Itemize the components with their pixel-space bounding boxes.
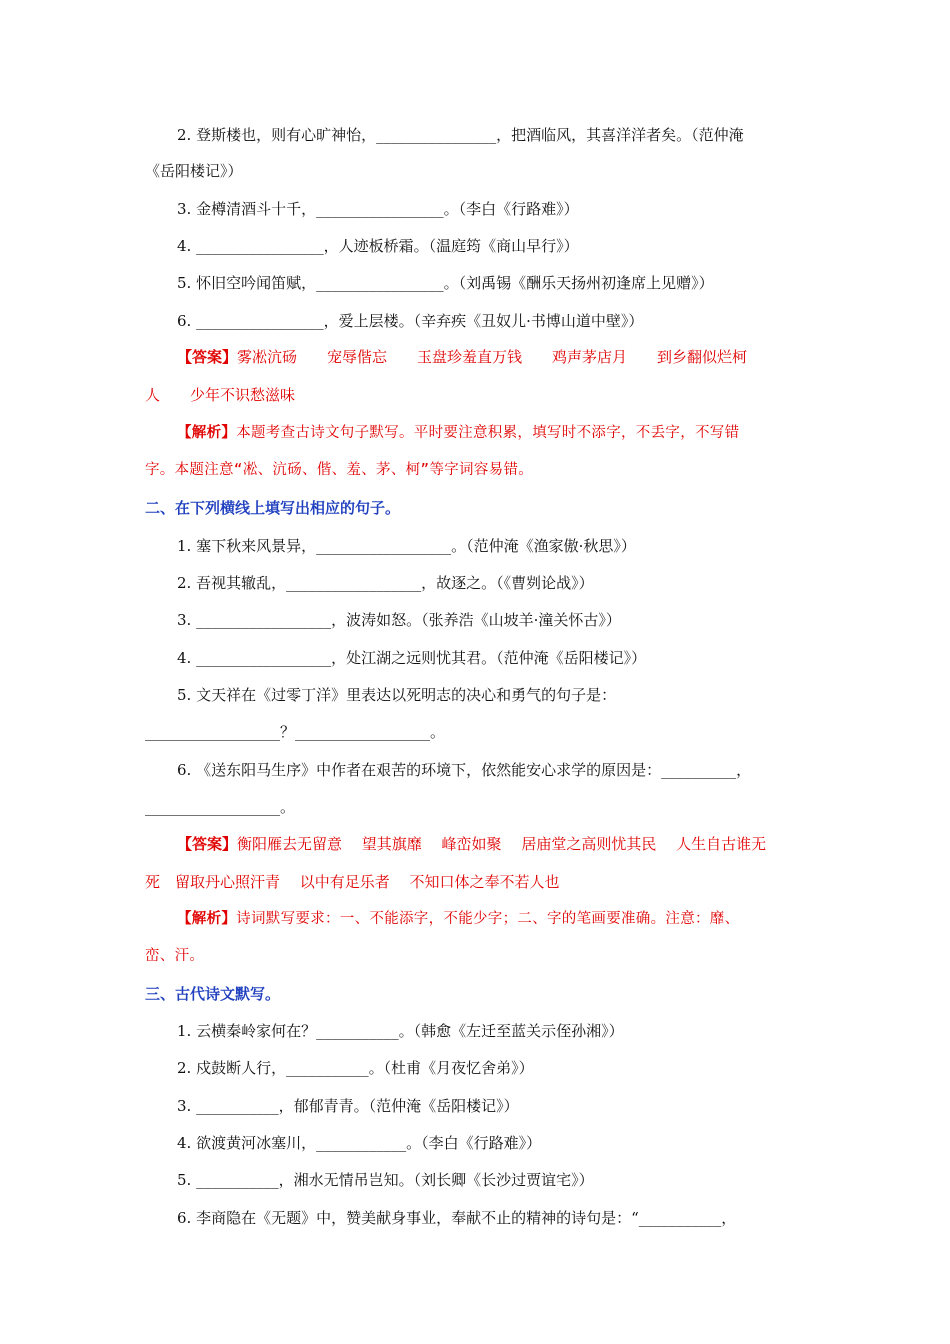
s3-question-4: 4. 欲渡黄河冰塞川，____________。（李白《行路难》） (177, 1134, 542, 1152)
s2-question-6: 6. 《送东阳马生序》中作者在艰苦的环境下，依然能安心求学的原因是：__________， (177, 761, 752, 779)
question-2-line: 2. 登斯楼也，则有心旷神怡，________________，把酒临风，其喜洋洋者矣。（范仲淹 (177, 126, 744, 144)
answer-tag: 【答案】 (177, 348, 238, 366)
s3-question-1: 1. 云横秦岭家何在？___________。（韩愈《左迁至蓝关示侄孙湘》） (177, 1022, 624, 1040)
answer-1: 【答案】雾凇沆砀 宠辱偕忘 玉盘珍羞直万钱 鸡声茅店月 到乡翻似烂柯 (177, 348, 748, 366)
s2-question-4: 4. __________________，处江湖之远则忧其君。（范仲淹《岳阳楼记》） (177, 649, 647, 667)
s2-question-5: 5. 文天祥在《过零丁洋》里表达以死明志的决心和勇气的句子是： (177, 686, 617, 704)
question-3-line: 3. 金樽清酒斗十千，_________________。（李白《行路难》） (177, 200, 579, 218)
s3-question-6: 6. 李商隐在《无题》中，赞美献身事业，奉献不止的精神的诗句是：“___________， (177, 1209, 737, 1227)
question-4-line: 4. _________________，人迹板桥霜。（温庭筠《商山早行》） (177, 237, 579, 255)
section-2-heading: 二、在下列横线上填写出相应的句子。 (145, 499, 401, 517)
explanation-tag: 【解析】 (177, 911, 237, 927)
s2-question-5-blanks: __________________？__________________。 (145, 723, 446, 741)
s3-question-2: 2. 戍鼓断人行，___________。（杜甫《月夜忆舍弟》） (177, 1059, 534, 1077)
section-3-heading: 三、古代诗文默写。 (145, 985, 281, 1003)
answer-2: 【答案】衡阳雁去无留意 望其旗靡 峰峦如聚 居庙堂之高则忧其民 人生自古谁无 (177, 835, 767, 853)
question-5-line: 5. 怀旧空吟闻笛赋，_________________。（刘禹锡《酬乐天扬州初逢席上见赠》） (177, 274, 714, 292)
s2-question-1: 1. 塞下秋来风景异，__________________。（范仲淹《渔家傲·秋思》） (177, 537, 636, 555)
question-2-source: 《岳阳楼记》） (145, 162, 243, 180)
explanation-tag: 【解析】 (177, 425, 237, 441)
answer-1-cont: 人 少年不识愁滋味 (145, 386, 296, 404)
explanation-2-cont: 峦、汗。 (145, 948, 205, 964)
answer-2-cont: 死 留取丹心照汗青 以中有足乐者 不知口体之奉不若人也 (145, 873, 560, 891)
question-6-line: 6. _________________，爱上层楼。（辛弃疾《丑奴儿·书博山道中壁》） (177, 312, 644, 330)
explanation-1: 【解析】本题考查古诗文句子默写。平时要注意积累，填写时不添字，不丢字，不写错 (177, 425, 740, 441)
s2-question-3: 3. __________________，波涛如怒。（张养浩《山坡羊·潼关怀古》） (177, 611, 621, 629)
s2-question-2: 2. 吾视其辙乱，__________________，故逐之。（《曹刿论战》） (177, 574, 594, 592)
s2-question-6-blank: __________________。 (145, 798, 296, 816)
s3-question-5: 5. ___________，湘水无情吊岂知。（刘长卿《长沙过贾谊宅》） (177, 1171, 594, 1189)
explanation-2: 【解析】诗词默写要求：一、不能添字，不能少字；二、字的笔画要准确。注意：靡、 (177, 911, 740, 927)
answer-tag: 【答案】 (177, 835, 238, 853)
s3-question-3: 3. ___________，郁郁青青。（范仲淹《岳阳楼记》） (177, 1097, 519, 1115)
explanation-1-cont: 字。本题注意“凇、沆砀、偕、羞、茅、柯”等字词容易错。 (145, 462, 534, 478)
